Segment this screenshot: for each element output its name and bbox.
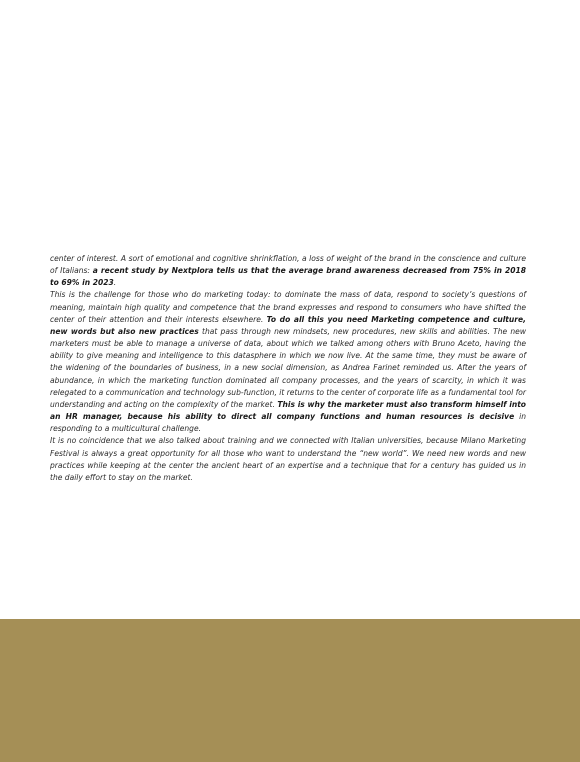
paragraph-1-text-1: center of interest. A sort of emotional and cognitive shrinkflation, a loss of weight of the brand in the conscience and culture of Italians: <box>50 254 526 276</box>
paragraph-2-text-3: in responding to a multicultural challenge. <box>50 412 527 434</box>
paragraph-1-text-2: . <box>113 278 117 288</box>
article-paragraph-2 <box>50 289 526 435</box>
paragraph-2-text-2: that pass through new mindsets, new procedures, new skills and abilities. The new marketers must be able to manage a universe of data, about which we talked among others with Bruno Aceto, having the ability to give meaning and intelligence to this datasphere in which we now live. At the same time, they must be aware of the widening of the boundaries of business, in a new social dimension, as Andrea Farinet reminded us. After the years of abundance, in which the marketing function dominated all company processes, and the years of scarcity, in which it was relegated to a communication and technology sub-function, it returns to the center of corporate life as a fundamental tool for understanding and acting on the complexity of the market. <box>50 326 527 409</box>
footer-color-band <box>0 619 580 762</box>
article-body <box>50 253 526 484</box>
paragraph-1-bold-1: a recent study by Nextplora tells us that the average brand awareness decreased from 75% in 2018 to 69% in 2023 <box>50 266 526 288</box>
article-paragraph-1 <box>50 253 526 289</box>
paragraph-2-bold-2: This is why the marketer must also transform himself into an HR manager, because his ability to direct all company functions and human resources is decisive <box>50 399 526 422</box>
paragraph-2-bold-1: To do all this you need Marketing competence and culture, new words but also new practices <box>50 314 526 336</box>
paragraph-3-text-1: It is no coincidence that we also talked about training and we connected with Italian universities, because Milano Marketing Festival is always a great opportunity for all those who want to understand the “new world”. We need new words and new practices while keeping at the center the ancient heart of an expertise and a technique that for a century has guided us in the daily effort to stay on the market. <box>50 436 526 482</box>
article-paragraph-3 <box>50 435 526 484</box>
paragraph-2-text-1: This is the challenge for those who do marketing today: to dominate the mass of data, respond to society’s questions of meaning, maintain high quality and competence that the brand expresses and respond to consumers who have shifted the center of their attention and their interests elsewhere. <box>50 290 526 324</box>
